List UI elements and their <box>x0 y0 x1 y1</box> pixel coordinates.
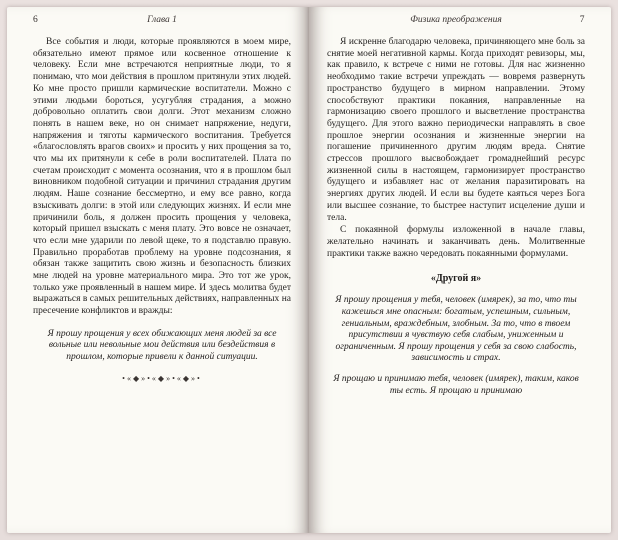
body-paragraph: С покаянной формулы изложенной в начале главы, желательно начинать и заканчивать день. Молитвенные практики также важно чередовать покаянными формулами. <box>327 225 585 259</box>
body-paragraph: Я искренне благодарю человека, причиняющего мне боль за снятие моей негативной кармы. Когда приходят ревизоры, мы, как правило, к встрече с ними не готовы. Для нас жизненно необходимо такие встречи упреждать — вовремя развернуть пространство будущего в мирном направлении. Этому способствуют практики покаяния, направленные на гармонизацию своего прошлого и высветление пространства будущего. Для этого важно периодически направлять в свое прошлое энергии осознания и жизненные энергии на погашение причиненного другим людям вреда. Снятие стрессов прошлого высвобождает громаднейший ресурс жизненной силы в настоящем, гармонизирует пространство будущего и избавляет нас от желания паразитировать на энергиях других людей. И если вы будете каяться через Бога или высшее сознание, то быстрее наступит исцеление души и тела. <box>327 37 585 223</box>
body-paragraph: Все события и люди, которые проявляются в моем мире, обязательно имеют прямое или косвенное отношение к человеку. Если мне встречаются неприятные люди, то я понимаю, что мои действия в прошлом притянули этих людей. Ко мне просто пришли кармические воспитатели. Можно с этими людьми бороться, усугубляя страдания, а можно добровольно оплатить свои долги. Этот механизм сложно понять в нашем веке, но он снимает напряжение, недуги, напряжения и тяготы кармического воспитания. Требуется «благословлять врагов своих» и просить у них прощения за то, что мы их притянули к себе в роли воспитателей. Плата по счетам происходит с момента осознания, что я в прошлом был виновником подобной ситуации и причинил страдания другим людям. Наше сознание бессмертно, и ему все равно, когда взыскивать долги: в этой или следующих жизнях. И если мне причинили боль, я должен просить прощения у человека, который пришел взыскать с меня плату. Это вовсе не означает, что если мне ударили по левой щеке, то я подставлю правую. Правильно проработав проблему на уровне подсознания, я обязан также защитить свою жизнь и безопасность близких мне людей на уровне материального мира. Это тот же урок, только уже проявленный в нашем мире. И здесь молитва будет выражаться в самых решительных действиях, направленных на пресечение конфликтов и вражды: <box>33 37 291 317</box>
page-number-left: 6 <box>33 15 39 25</box>
running-head-left: Глава 1 <box>147 15 177 25</box>
running-head-right: Физика преображения <box>410 15 502 25</box>
page-right-body <box>327 37 585 260</box>
page-number-right: 7 <box>579 15 585 25</box>
page-left-header <box>33 15 291 25</box>
prayer-text-right-1: Я прошу прощения у тебя, человек (имярек), за то, что ты кажешься мне опасным: богатым, успешным, сильным, гениальным, враждебным, злобным. За то, что в твоем присутствии я чувствую себя слабым, униженным и ограниченным. Я прошу прощения у себя за свою слабость, зависимость и страх. <box>335 295 577 364</box>
prayer-text-right-2: Я прощаю и принимаю тебя, человек (имярек), таким, каков ты есть. Я прощаю и принимаю <box>333 373 579 396</box>
section-heading: «Другой я» <box>430 273 482 285</box>
prayer-text-left: Я прошу прощения у всех обижающих меня людей за все вольные или невольные мои действия или бездействия в прошлом, которые привели к данной ситуации. <box>47 328 277 363</box>
page-right-header <box>327 15 585 25</box>
divider-ornament-icon: •«◆»•«◆»•«◆»• <box>122 373 202 383</box>
page-left-body <box>33 37 291 318</box>
page-right <box>309 7 611 533</box>
page-left <box>7 7 309 533</box>
